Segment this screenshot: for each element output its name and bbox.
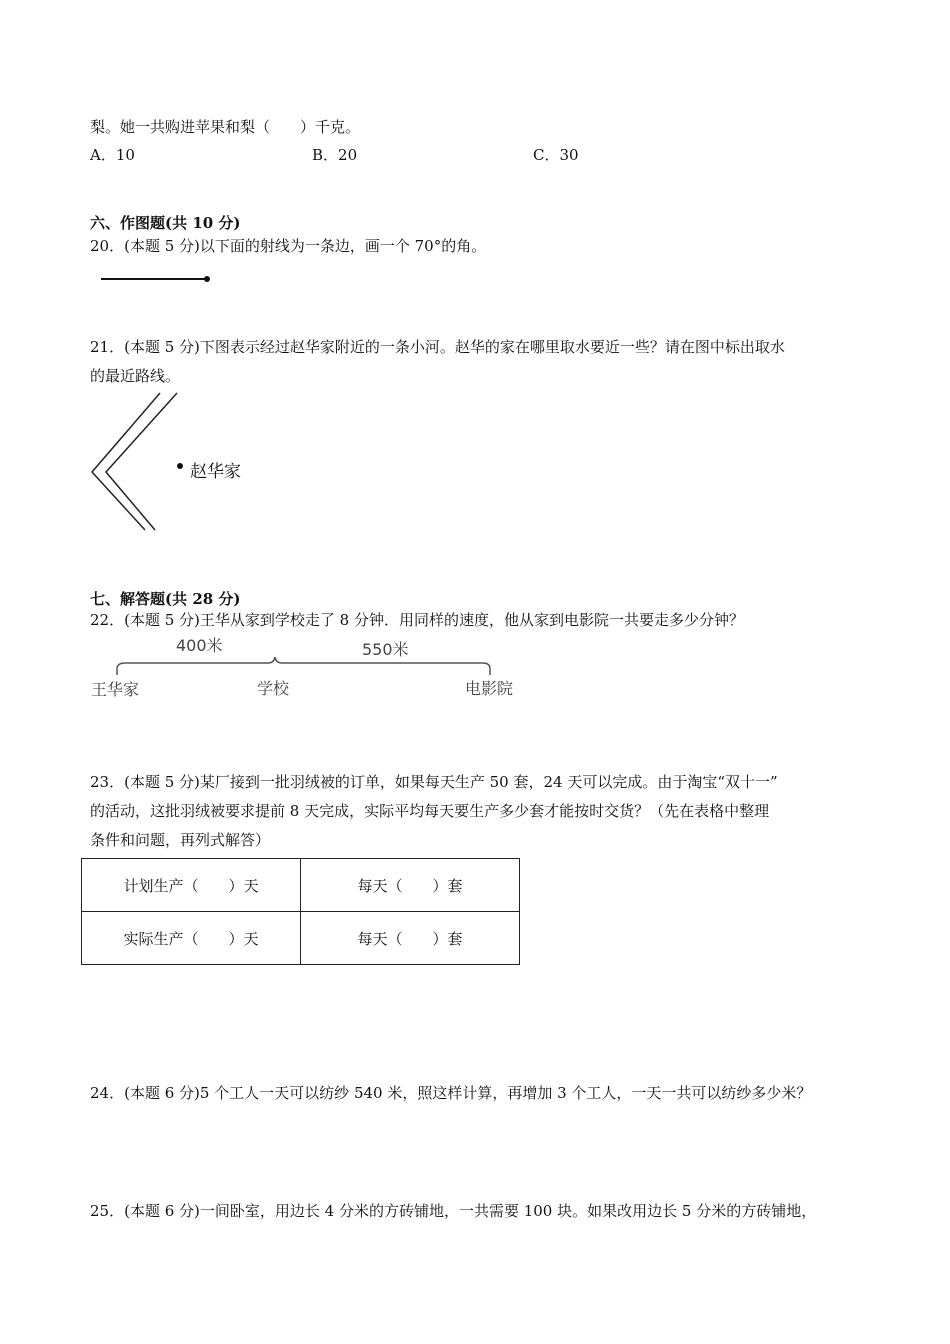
- q23-line2: 的活动，这批羽绒被要求提前 8 天完成，实际平均每天要生产多少套才能按时交货？（先在表格中整理: [90, 802, 770, 820]
- q21-line2: 的最近路线。: [90, 367, 181, 385]
- place-cinema: 电影院: [465, 679, 514, 698]
- q21-line1: 21．(本题 5 分)下图表示经过赵华家附近的一条小河。赵华的家在哪里取水要近一些？请在图中标出取水: [90, 338, 785, 356]
- house-label: 赵华家: [190, 462, 241, 482]
- place-school: 学校: [257, 679, 290, 698]
- place-home: 王华家: [91, 680, 140, 699]
- q23-line3: 条件和问题，再列式解答）: [90, 831, 271, 849]
- section6-title: 六、作图题(共 10 分): [90, 214, 241, 232]
- q19-tail: 梨。她一共购进苹果和梨（ ）千克。: [90, 118, 361, 136]
- option-c[interactable]: C．30: [533, 146, 579, 164]
- q25-text: 25．(本题 6 分)一间卧室，用边长 4 分米的方砖铺地，一共需要 100 块。如果改用边长 5 分米的方砖铺地，: [90, 1202, 817, 1220]
- planned-days-cell[interactable]: 计划生产（ ）天: [82, 859, 301, 912]
- q23-line1: 23．(本题 5 分)某厂接到一批羽绒被的订单，如果每天生产 50 套，24 天可以完成。由于淘宝“双十一”: [90, 773, 778, 791]
- q22-text: 22．(本题 5 分)王华从家到学校走了 8 分钟．用同样的速度，他从家到电影院一共要走多少分钟？: [90, 611, 744, 629]
- actual-daily-cell[interactable]: 每天（ ）套: [301, 912, 520, 965]
- planned-daily-cell[interactable]: 每天（ ）套: [301, 859, 520, 912]
- distance-brace: [117, 657, 490, 675]
- dist-550: 550米: [362, 640, 409, 659]
- table-row: [82, 912, 520, 965]
- table-row: [82, 859, 520, 912]
- section7-title: 七、解答题(共 28 分): [90, 590, 241, 608]
- condition-table: [81, 858, 520, 965]
- option-b[interactable]: B．20: [312, 146, 358, 164]
- q24-text: 24．(本题 6 分)5 个工人一天可以纺纱 540 米，照这样计算，再增加 3 个工人，一天一共可以纺纱多少米？: [90, 1084, 812, 1102]
- q20-text: 20．(本题 5 分)以下面的射线为一条边，画一个 70°的角。: [90, 237, 487, 255]
- dist-400: 400米: [176, 636, 223, 655]
- actual-days-cell[interactable]: 实际生产（ ）天: [82, 912, 301, 965]
- option-a[interactable]: A．10: [90, 146, 135, 164]
